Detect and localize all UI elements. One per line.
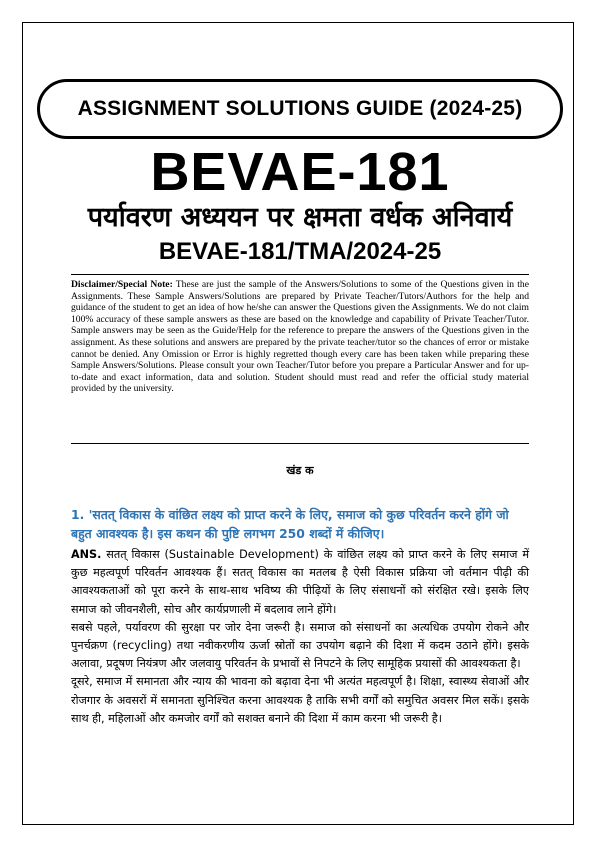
answer-paragraph-3: दूसरे, समाज में समानता और न्याय की भावना को बढ़ावा देना भी अत्यंत महत्वपूर्ण है। शिक्षा, स्वास्थ्य सेवाओं और रोजगार के अवसरों में समानता सुनिश्चित करना आवश्यक है ताकि सभी वर्गों को समुचित अवसर मिल सकें। इसके साथ ही, महिलाओं और कमजोर वर्गों को सशक्त बनाने की दिशा में काम करना भी जरूरी है। [71,675,529,725]
disclaimer-paragraph [71,279,529,395]
answer-label: ANS. [71,548,102,561]
title-banner [37,79,563,139]
disclaimer-box [71,274,529,444]
course-code: BEVAE-181 [150,142,450,202]
disclaimer-body: These are just the sample of the Answers/Solutions to some of the Questions given in the Assignments. These Sample Answers/Solutions are prepared by Private Teacher/Tutors/Authors for the help and guidance of the student to get an idea of how he/she can answer the Questions given the Assignments. We do not claim 100% accuracy of these sample answers as these are based on the knowledge and capability of Private Teacher/Tutor. Sample answers may be seen as the Guide/Help for the reference to prepare the answers of the Questions given in the assignment. As these solutions and answers are prepared by the private teacher/tutor so the chances of error or mistake cannot be denied. Any Omission or Error is highly regretted though every care has been taken while preparing these Sample Answers/Solutions. Please consult your own Teacher/Tutor before you prepare a Particular Answer and for up-to-date and exact information, data and solution. Student should must read and refer the official study material provided by the university. [71,279,529,395]
answer-paragraph-1 [71,546,529,619]
answer-block [71,546,529,728]
disclaimer-heading: Disclaimer/Special Note: [71,279,173,290]
course-title: पर्यावरण अध्ययन पर क्षमता वर्धक अनिवार्य [87,202,513,233]
question-text: 1. 'सतत् विकास के वांछित लक्ष्य को प्राप्त करने के लिए, समाज को कुछ परिवर्तन करने होंगे जो बहुत आवश्यक है। इस कथन की पुष्टि लगभग 250 शब्दों में कीजिए। [71,507,509,541]
section-heading: खंड क [286,464,314,477]
answer-para1-text: सतत् विकास (Sustainable Development) के वांछित लक्ष्य को प्राप्त करने के लिए समाज में कुछ महत्वपूर्ण परिवर्तन आवश्यक हैं। सतत् विकास का मतलब है ऐसी विकास प्रक्रिया जो वर्तमान पीढ़ी की आवश्यकताओं को पूरा करने के साथ-साथ भविष्य की पीढ़ियों के लिए संसाधनों को संरक्षित रखे। इसके लिए समाज को जीवनशैली, सोच और कार्यप्रणाली में बदलाव लाने होंगे। [71,548,530,616]
tma-code: BEVAE-181/TMA/2024-25 [158,238,442,265]
answer-paragraph-2: सबसे पहले, पर्यावरण की सुरक्षा पर जोर देना जरूरी है। समाज को संसाधनों का अत्यधिक उपयोग रोकने और पुनर्चक्रण (recycling) तथा नवीकरणीय ऊर्जा स्रोतों का उपयोग बढ़ाने की दिशा में कदम उठाने होंगे। इसके अलावा, प्रदूषण नियंत्रण और जलवायु परिवर्तन के प्रभावों से निपटने के लिए सामूहिक प्रयासों की आवश्यकता है। [71,620,529,671]
banner-title: ASSIGNMENT SOLUTIONS GUIDE (2024-25) [77,97,523,120]
